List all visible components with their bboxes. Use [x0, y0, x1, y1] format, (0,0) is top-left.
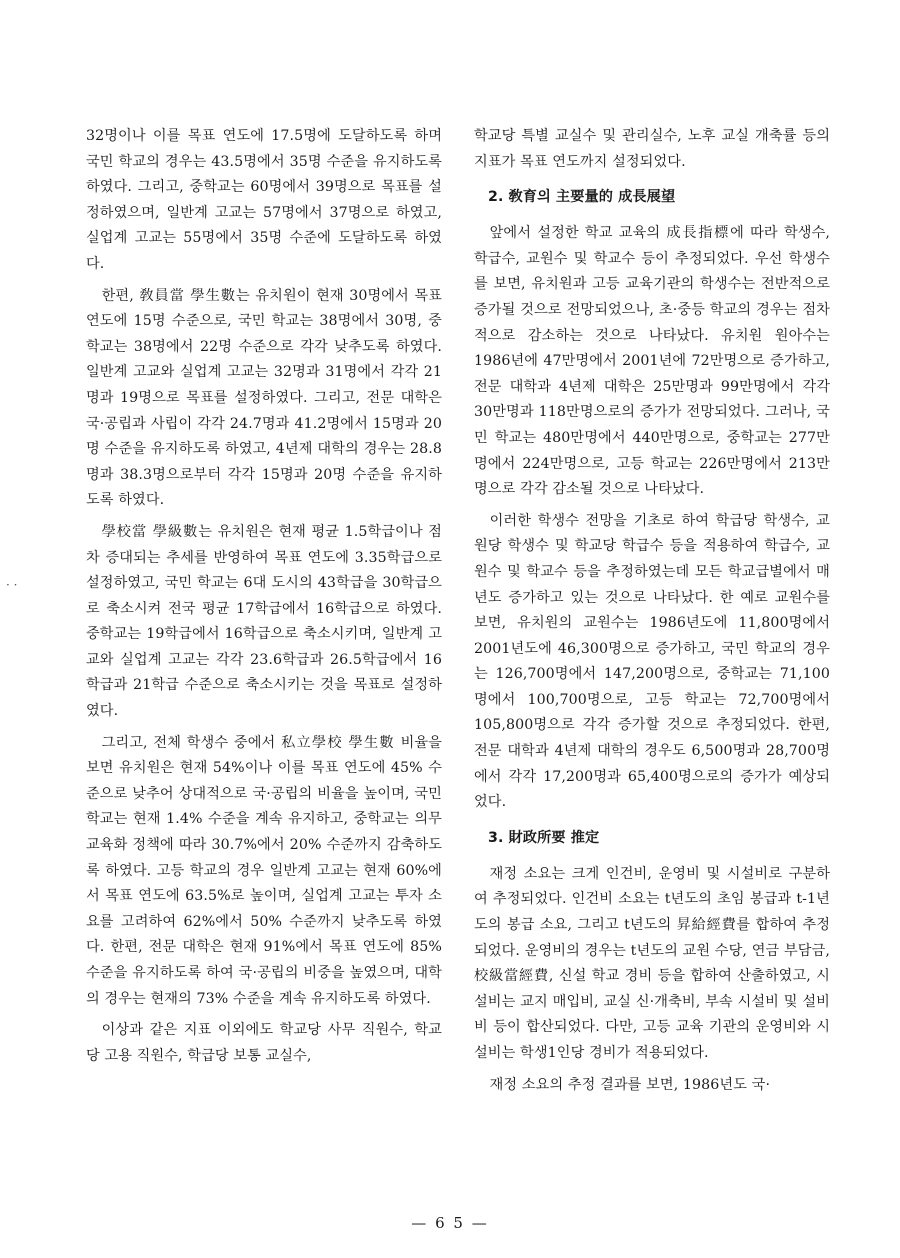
paragraph: 이러한 학생수 전망을 기초로 하여 학급당 학생수, 교원당 학생수 및 학교당 학급수 등을 적용하여 학급수, 교원수 및 학교수 등을 추정하였는데 모든 학교급별에서 매년도 증가하고 있는 것으로 나타났다. 한 예로 교원수를 보면, 유치원의 교원수는 1986년도에 11,800명에서 2001년도에 46,300명으로 증가하고, 국민 학교의 경우는 126,700명에서 147,200명으로, 중학교는 71,100명에서 100,700명으로, 고등 학교는 72,700명에서 105,800명으로 각각 증가할 것으로 추정되었다. 한편, 전문 대학과 4년제 대학의 경우도 6,500명과 28,700명에서 각각 17,200명과 65,400명으로의 증가가 예상되었다.: [474, 512, 830, 811]
paragraph: 학교당 특별 교실수 및 관리실수, 노후 교실 개축률 등의 지표가 목표 연도까지 설정되었다.: [474, 128, 830, 170]
paragraph: 재정 소요의 추정 결과를 보면, 1986년도 국·: [489, 1076, 771, 1093]
page-number: — 6 5 —: [411, 1214, 489, 1232]
section-heading: 2. 敎育의 主要量的 成長展望: [488, 189, 676, 206]
paragraph: 學校當 學級數는 유치원은 현재 평균 1.5학급이나 점차 증대되는 추세를 반영하여 목표 연도에 3.35학급으로 설정하였고, 국민 학교는 6대 도시의 43학급을 30학급으로 축소시켜 전국 평균 17학급에서 16학급으로 하였다. 중학교는 19학급에서 16학급으로 축소시키며, 일반계 고교와 실업계 고교는 각각 23.6학급과 26.5학급에서 16학급과 21학급 수준으로 축소시키는 것을 목표로 설정하였다.: [86, 523, 442, 720]
paragraph: 이상과 같은 지표 이외에도 학교당 사무 직원수, 학교당 고용 직원수, 학급당 보통 교실수,: [86, 1022, 442, 1064]
paragraph: 한편, 敎員當 學生數는 유치원이 현재 30명에서 목표 연도에 15명 수준으로, 국민 학교는 38명에서 30명, 중학교는 38명에서 22명 수준으로 각각 낮추도록 하였다. 일반계 고교와 실업계 고교는 32명과 31명에서 각각 21명과 19명으로 목표를 설정하였다. 그리고, 전문 대학은 국·공립과 사립이 각각 24.7명과 41.2명에서 15명과 20명 수준을 유지하도록 하였고, 4년제 대학의 경우는 28.8명과 38.3명으로부터 각각 15명과 20명 수준을 유지하도록 하였다.: [86, 287, 442, 509]
margin-mark: · ·: [6, 578, 18, 592]
paragraph: 그리고, 전체 학생수 중에서 私立學校 學生數 비율을 보면 유치원은 현재 54%이나 이를 목표 연도에 45% 수준으로 낮추어 상대적으로 국·공립의 비율을 높이며, 국민 학교는 현재 1.4% 수준을 계속 유지하고, 중학교는 의무 교육화 정책에 따라 30.7%에서 20% 수준까지 감축하도록 하였다. 고등 학교의 경우 일반계 고교는 현재 60%에서 목표 연도에 63.5%로 높이며, 실업계 고교는 투자 소요를 고려하여 62%에서 50% 수준까지 낮추도록 하였다. 한편, 전문 대학은 현재 91%에서 목표 연도에 85% 수준을 유지하도록 하여 국·공립의 비중을 높였으며, 대학의 경우는 현재의 73% 수준을 계속 유지하도록 하였다.: [86, 734, 442, 1007]
right-column: [474, 124, 830, 1104]
left-column: [86, 124, 442, 1075]
paragraph: 재정 소요는 크게 인건비, 운영비 및 시설비로 구분하여 추정되었다. 인건비 소요는 t년도의 초임 봉급과 t-1년도의 봉급 소요, 그리고 t년도의 昇給經費를 합하여 추정되었다. 운영비의 경우는 t년도의 교원 수당, 연금 부담금, 校級當經費, 신설 학교 경비 등을 합하여 산출하였고, 시설비는 교지 매입비, 교실 신·개축비, 부속 시설비 및 설비비 등이 합산되었다. 다만, 고등 교육 기관의 운영비와 시설비는 학생1인당 경비가 적용되었다.: [474, 865, 830, 1061]
paragraph: 앞에서 설정한 학교 교육의 成長指標에 따라 학생수, 학급수, 교원수 및 학교수 등이 추정되었다. 우선 학생수를 보면, 유치원과 고등 교육기관의 학생수는 전반적으로 증가될 것으로 전망되었으나, 초·중등 학교의 경우는 점차적으로 감소하는 것으로 나타났다. 유치원 원아수는 1986년에 47만명에서 2001년에 72만명으로 증가하고, 전문 대학과 4년제 대학은 25만명과 99만명에서 각각 30만명과 118만명으로의 증가가 전망되었다. 그러나, 국민 학교는 480만명에서 440만명으로, 중학교는 277만명에서 224만명으로, 고등 학교는 226만명에서 213만명으로 각각 감소될 것으로 나타났다.: [474, 225, 830, 498]
section-heading: 3. 財政所要 推定: [488, 829, 600, 846]
paragraph: 32명이나 이를 목표 연도에 17.5명에 도달하도록 하며 국민 학교의 경우는 43.5명에서 35명 수준을 유지하도록 하였다. 그리고, 중학교는 60명에서 39명으로 목표를 설정하였으며, 일반계 고교는 57명에서 37명으로 하였고, 실업계 고교는 55명에서 35명 수준에 도달하도록 하였다.: [86, 128, 442, 272]
